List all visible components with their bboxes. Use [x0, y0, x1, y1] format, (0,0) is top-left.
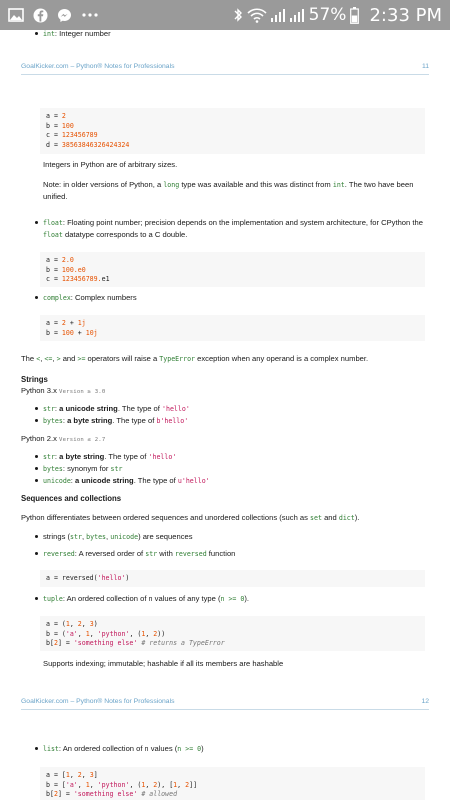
signal-icon	[271, 8, 305, 22]
paragraph-int-note: Note: in older versions of Python, a long type was available and this was distinct from int. The two have been unified.	[43, 180, 414, 201]
code-block-int: a = 2 b = 100 c = 123456789 d = 38563846326424324	[40, 108, 425, 154]
bullet-complex: complex: Complex numbers	[43, 293, 137, 302]
code-block-list: a = [1, 2, 3] b = ['a', 1, 'python', (1, 2), [1, 2]] b[2] = 'something else' # allowed	[40, 767, 425, 800]
more-icon	[81, 12, 99, 18]
code-block-float: a = 2.0 b = 100.e0 c = 123456789.e1	[40, 252, 425, 287]
wifi-icon	[247, 7, 267, 23]
bullet-py2-str: str: a byte string. The type of 'hello'	[43, 452, 177, 461]
bullet-tuple: tuple: An ordered collection of n values of any type (n >= 0).	[43, 594, 249, 603]
battery-percent: 57%	[308, 5, 347, 25]
bullet-py3-bytes: bytes: a byte string. The type of b'hello'	[43, 416, 189, 425]
bullet-float: float: Floating point number; precision depends on the implementation and system architecture, for CPython the float datatype corresponds to a C double.	[43, 217, 425, 241]
code-block-complex: a = 2 + 1j b = 100 + 10j	[40, 315, 425, 341]
heading-strings: Strings	[21, 375, 48, 384]
bullet-strings-sequences: strings (str, bytes, unicode) are sequences	[43, 532, 193, 541]
bullet-list: list: An ordered collection of n values (n >= 0)	[43, 744, 204, 753]
paragraph-sequences: Python differentiates between ordered sequences and unordered collections (such as set and dict).	[21, 513, 360, 522]
bluetooth-icon	[233, 7, 243, 23]
inline-code: int	[43, 30, 55, 38]
battery-icon	[350, 7, 359, 24]
paragraph-int-size: Integers in Python are of arbitrary sizes.	[43, 160, 178, 169]
page-footer-12	[21, 698, 429, 710]
bullet-py2-bytes: bytes: synonym for str	[43, 464, 123, 473]
heading-sequences: Sequences and collections	[21, 494, 122, 503]
footer-source: GoalKicker.com – Python® Notes for Professionals	[21, 698, 175, 705]
document-page[interactable]	[0, 30, 450, 800]
gallery-icon	[8, 8, 24, 22]
bullet-text: : Integer number	[54, 30, 111, 38]
status-bar	[0, 0, 450, 30]
footer-source: GoalKicker.com – Python® Notes for Professionals	[21, 63, 175, 70]
version-python3: Python 3.x Version ≥ 3.0	[21, 386, 106, 395]
code-block-reversed: a = reversed('hello')	[40, 570, 425, 587]
paragraph-operators: The <, <=, > and >= operators will raise a TypeError exception when any operand is a complex number.	[21, 354, 369, 363]
bullet-int	[43, 30, 111, 40]
bullet-py3-str: str: a unicode string. The type of 'hello'	[43, 404, 190, 413]
page-footer-11	[21, 63, 429, 75]
version-python2: Python 2.x Version ≤ 2.7	[21, 434, 106, 443]
messenger-icon	[57, 8, 72, 23]
facebook-icon	[33, 8, 48, 23]
page-number: 12	[421, 698, 429, 705]
code-block-tuple: a = (1, 2, 3) b = ('a', 1, 'python', (1, 2)) b[2] = 'something else' # returns a TypeError	[40, 616, 425, 651]
paragraph-tuple: Supports indexing; immutable; hashable if all its members are hashable	[43, 659, 284, 668]
bullet-py2-unicode: unicode: a unicode string. The type of u'hello'	[43, 476, 210, 485]
clock: 2:33 PM	[369, 4, 442, 26]
page-number: 11	[421, 63, 429, 70]
bullet-reversed: reversed: A reversed order of str with reversed function	[43, 549, 236, 558]
